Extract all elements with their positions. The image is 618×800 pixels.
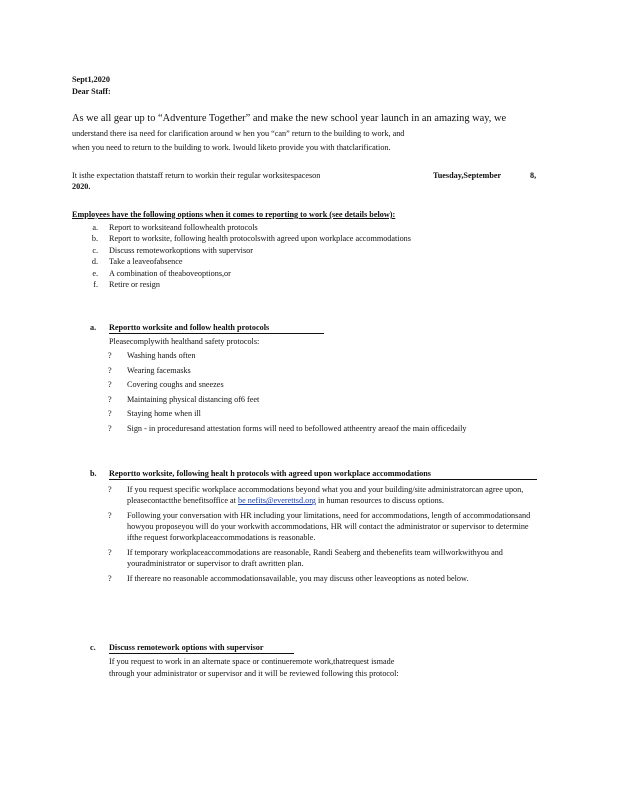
list-item: d. Take a leaveofabsence (91, 257, 183, 267)
section-c-heading: Discuss remotework options with supervisor (109, 643, 264, 652)
list-item: ? Sign - in proceduresand attestation forms will need to befollowed attheentry areaof the main officedaily (108, 423, 467, 433)
list-item: ? If thereare no reasonable accommodationsavailable, you may discuss other leaveoptions as noted below. (108, 573, 469, 583)
letter-salutation: Dear Staff: (72, 87, 111, 96)
section-a-heading: Reportto worksite and follow health protocols (109, 323, 270, 332)
list-item: ? Washing hands often (108, 351, 196, 360)
intro-line-2: understand there isa need for clarification around w hen you “can” return to the building to work, and (72, 129, 405, 138)
section-a-lead: Pleasecomplywith healthand safety protocols: (109, 337, 260, 346)
section-c-line-1: If you request to work in an alternate space or continueremote work,thatrequest ismade (109, 657, 395, 666)
expectation-line: It isthe expectation thatstaff return to workin their regular worksitespaceson (72, 171, 321, 180)
intro-line-3: when you need to return to the building to work. Iwould liketo provide you with thatclarification. (72, 143, 391, 152)
list-item: ? Wearing facemasks (108, 365, 191, 375)
list-item: b. Report to worksite, following health protocolswith agreed upon workplace accommodations (91, 234, 411, 244)
section-a-marker: a. (90, 323, 97, 332)
expectation-year: 2020. (72, 182, 91, 191)
section-a-underline (109, 333, 324, 334)
section-b-heading: Reportto worksite, following healt h protocols with agreed upon workplace accommodations (109, 469, 431, 478)
section-b-marker: b. (90, 469, 97, 478)
letter-date: Sept1,2020 (72, 75, 110, 84)
list-item: ? Staying home when ill (108, 409, 201, 419)
options-list (82, 222, 411, 290)
list-item: ? If you request specific workplace accommodations beyond what you and your building/site administratorcan agree upon, pleasecontactthe benefitsoffice at be nefits@everettsd.org in human resources to discuss options. (108, 485, 524, 506)
list-item: ? Following your conversation with HR including your limitations, need for accommodations, length of accommodationsand howyou proposeyou will do your workwith accommodations, HR will contact the administrator or supervisor to determine ifthe request forworkplaceaccommodations is reasonable. (108, 510, 531, 543)
section-b-bullets (108, 484, 532, 587)
list-item: e. A combination of theaboveoptions,or (92, 268, 231, 278)
list-item: a. Report to worksiteand followhealth protocols (92, 223, 258, 232)
section-c-marker: c. (90, 643, 96, 652)
section-a-bullets (108, 350, 532, 438)
expectation-day: 8, (530, 171, 537, 180)
list-item: ? Maintaining physical distancing of6 feet (108, 394, 260, 404)
section-c-underline (109, 653, 294, 654)
section-b-underline (109, 479, 537, 480)
section-c-line-2: through your administrator or supervisor and it will be reviewed following this protocol: (109, 669, 399, 678)
options-heading: Employees have the following options when it comes to reporting to work (see details below): (72, 210, 396, 219)
list-item: f. Retire or resign (93, 279, 160, 289)
intro-line-1: As we all gear up to “Adventure Together” and make the new school year launch in an amazing way, we (72, 113, 507, 124)
list-item: ? If temporary workplaceaccommodations are reasonable, Randi Seaberg and thebenefits team willworkwithyou and youradministrator or supervisor to draft awritten plan. (108, 547, 503, 568)
list-item: c. Discuss remoteworkoptions with supervisor (92, 245, 253, 255)
expectation-date: Tuesday,September (433, 171, 502, 180)
list-item: ? Covering coughs and sneezes (108, 380, 224, 390)
benefits-email-link[interactable]: be nefits@everettsd.org (238, 496, 316, 506)
